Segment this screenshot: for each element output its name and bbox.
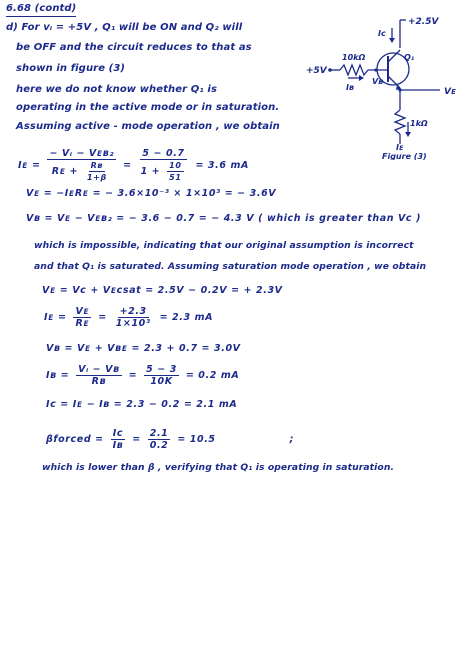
conclusion-line-2: and that Q₁ is saturated. Assuming saturation mode operation , we obtain <box>34 261 427 272</box>
ib-sat-lhs: Iʙ = <box>46 370 70 381</box>
ib-arrowhead <box>359 75 364 81</box>
beta-forced-lhs: βforced = <box>46 434 104 445</box>
ib-sat-eq: = <box>128 370 138 381</box>
ve-node <box>398 88 401 91</box>
beta-den2: 0.2 <box>149 440 169 451</box>
vb-active-equation: Vʙ = Vᴇ − Vᴇʙ₂ = − 3.6 − 0.7 = − 4.3 V ( which is greater than Vᴄ ) <box>26 213 422 224</box>
ie-active-frac2-den-b-den: 51 <box>169 173 182 182</box>
ie-sat-result: = 2.3 mA <box>159 312 214 323</box>
ie-active-lhs: Iᴇ = <box>18 160 41 171</box>
ie-active-frac1-num: − Vᵢ − Vᴇʙ₂ <box>49 148 115 159</box>
beta-num: Iᴄ <box>112 428 124 439</box>
final-statement: which is lower than β , verifying that Q₁ is operating in saturation. <box>42 462 395 473</box>
ib-sat-den2: 10K <box>150 376 173 387</box>
vcc-label: +2.5V <box>408 17 439 27</box>
vb-sat-equation: Vʙ = Vᴇ + Vʙᴇ = 2.3 + 0.7 = 3.0V <box>46 343 241 354</box>
ie-active-frac1-den-b-num: Rʙ <box>90 161 104 170</box>
beta-eq: = <box>132 434 141 445</box>
ie-active-frac2-den <box>139 160 189 183</box>
ic-arrowhead <box>389 38 395 43</box>
ib-sat-frac-1 <box>76 364 122 387</box>
intro-line-2: be OFF and the circuit reduces to that as <box>16 42 252 53</box>
ic-label: Iᴄ <box>378 29 386 38</box>
ie-sat-equation <box>44 306 213 329</box>
ib-sat-result: = 0.2 mA <box>185 370 240 381</box>
page-header <box>6 3 76 17</box>
input-terminal <box>328 68 332 72</box>
beta-den: Iʙ <box>112 440 124 451</box>
ib-label: Iʙ <box>346 83 355 92</box>
ie-sat-lhs: Iᴇ = <box>44 312 67 323</box>
intro-line-5: operating in the active mode or in saturation. <box>16 102 280 113</box>
conclusion-line-1: which is impossible, indicating that our original assumption is incorrect <box>34 240 414 251</box>
ie-active-fraction-2 <box>139 148 189 183</box>
figure-caption: Figure (3) <box>382 152 427 160</box>
intro-line-6: Assuming active - mode operation , we obtain <box>16 121 280 132</box>
q1-label: Q₁ <box>404 53 415 62</box>
ie-arrowhead <box>405 132 411 137</box>
ie-active-frac2-den-a: 1 + <box>140 166 161 177</box>
intro-line-3: shown in figure (3) <box>16 63 126 74</box>
transistor-emitter-leg <box>388 76 400 88</box>
ie-active-frac1-den <box>50 160 114 183</box>
ve-active-equation: Vᴇ = −IᴇRᴇ = − 3.6×10⁻³ × 1×10³ = − 3.6V <box>26 188 277 199</box>
ie-active-result: = 3.6 mA <box>195 160 249 171</box>
ie-active-frac1-den-a: Rᴇ + <box>51 166 79 177</box>
ie-active-frac1-den-b <box>85 160 109 183</box>
ie-active-fraction-1 <box>47 148 116 183</box>
ib-sat-den: Rʙ <box>91 376 107 387</box>
vin-label: +5V <box>306 66 327 76</box>
ie-active-eq-sign: = <box>123 160 132 171</box>
ie-active-frac2-den-b-num: 10 <box>169 161 182 170</box>
ie-sat-den: Rᴇ <box>75 318 90 329</box>
vb-label: Vʙ <box>372 77 384 86</box>
ie-active-frac2-num: 5 − 0.7 <box>142 148 185 159</box>
transistor-collector-leg <box>388 50 400 62</box>
ie-active-frac2-den-b <box>167 160 183 183</box>
base-resistor <box>340 65 368 75</box>
ie-sat-den2: 1×10³ <box>115 318 151 329</box>
ib-sat-frac-2 <box>144 364 179 387</box>
ie-sat-frac-2 <box>114 306 153 329</box>
ie-sat-num2: +2.3 <box>119 306 147 317</box>
ie-active-frac1-den-b-den: 1+β <box>87 173 107 182</box>
beta-forced-equation <box>46 428 294 451</box>
vb-node <box>374 68 377 71</box>
beta-result: = 10.5 <box>177 434 216 445</box>
intro-line-4: here we do not know whether Q₁ is <box>16 84 217 95</box>
beta-semicolon: ; <box>289 434 294 445</box>
beta-frac-1 <box>111 428 126 451</box>
circuit-figure <box>300 10 472 160</box>
ib-sat-num: Vᵢ − Vʙ <box>78 364 120 375</box>
ve-label: Vᴇ <box>444 87 456 97</box>
re-label: 1kΩ <box>410 119 428 128</box>
ie-sat-frac-1 <box>73 306 91 329</box>
ie-active-equation <box>18 148 249 183</box>
ie-label: Iᴇ <box>396 143 404 152</box>
ve-sat-equation: Vᴇ = Vᴄ + Vᴇᴄsat = 2.5V − 0.2V = + 2.3V <box>42 285 283 296</box>
rb-label: 10kΩ <box>342 53 366 62</box>
ie-sat-eq: = <box>98 312 107 323</box>
emitter-resistor <box>395 110 405 134</box>
ic-sat-equation: Iᴄ = Iᴇ − Iʙ = 2.3 − 0.2 = 2.1 mA <box>46 399 238 410</box>
ib-sat-equation <box>46 364 239 387</box>
ie-sat-num: Vᴇ <box>75 306 90 317</box>
intro-line-1: d) For vᵢ = +5V , Q₁ will be ON and Q₂ will <box>6 22 243 33</box>
ib-sat-num2: 5 − 3 <box>146 364 177 375</box>
beta-num2: 2.1 <box>149 428 169 439</box>
header-text: 6.68 (contd) <box>6 3 76 17</box>
beta-frac-2 <box>148 428 171 451</box>
